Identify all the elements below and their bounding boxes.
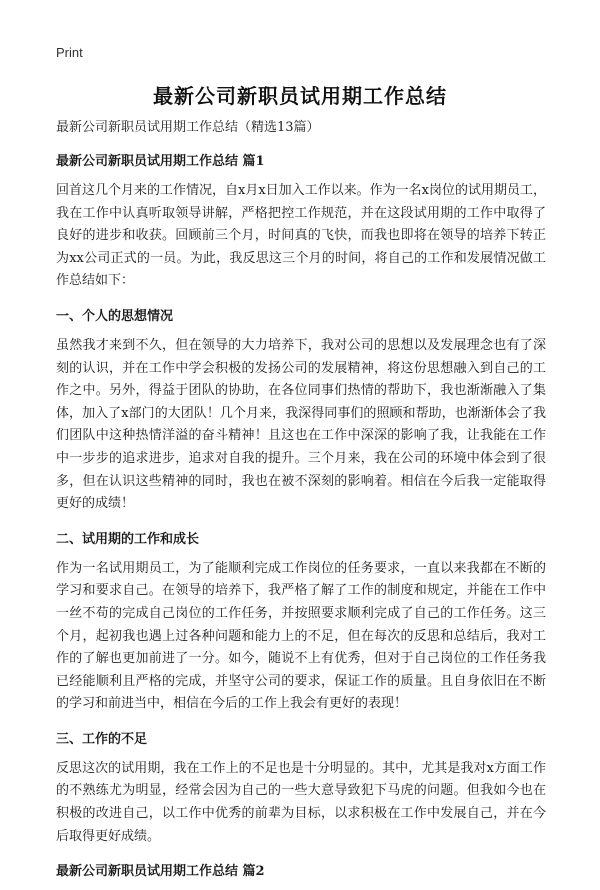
thoughts-paragraph: 虽然我才来到不久，但在领导的大力培养下，我对公司的思想以及发展理念也有了深刻的认识，并在工作中学会积极的发扬公司的发展精神，将这份思想融入到自己的工作之中。另外，得益于团队的协助，在各位同事们热情的帮助下，我也渐渐融入了集体，加入了x部门的大团队！几个月来，我深得同事们的照顾和帮助，也渐渐体会了我们团队中这种热情洋溢的奋斗精神！且这也在工作中深深的影响了我，让我能在工作中一步步的追求进步，追求对自我的提升。三个月来，我在公司的环境中体会到了很多，但在认识这些精神的同时，我也在被不深刻的影响着。相信在今后我一定能取得更好的成绩！: [56, 337, 546, 512]
intro-paragraph: 回首这几个月来的工作情况，自x月x日加入工作以来。作为一名x岗位的试用期员工，我在工作中认真听取领导讲解，严格把控工作规范，并在这段试用期的工作中取得了良好的进步和收获。回顾前三个月，时间真的飞快，而我也即将在领导的培养下转正为xx公司正式的一员。为此，我反思这三个月的时间，将自己的工作和发展情况做工作总结如下：: [56, 183, 546, 289]
section-heading-thoughts: 一、个人的思想情况: [56, 308, 174, 324]
document-subtitle: 最新公司新职员试用期工作总结（精选13篇）: [56, 120, 320, 135]
article-heading-2: 最新公司新职员试用期工作总结 篇2: [56, 864, 265, 880]
work-growth-paragraph: 作为一名试用期员工，为了能顺利完成工作岗位的任务要求，一直以来我都在不断的学习和要求自己。在领导的培养下，我严格了解了工作的制度和规定，并能在工作中一丝不苟的完成自己岗位的工作任务，并按照要求顺利完成了自己的工作任务。这三个月，起初我也遇上过各种问题和能力上的不足，但在每次的反思和总结后，我对工作的了解也更加前进了一分。如今，随说不上有优秀，但对于自己岗位的工作任务我已经能顺利且严格的完成，并坚守公司的要求，保证工作的质量。且自身依旧在不断的学习和前进当中，相信在今后的工作上我会有更好的表现！: [56, 560, 546, 712]
document-title: 最新公司新职员试用期工作总结: [153, 84, 447, 108]
document-body: [56, 118, 546, 890]
section-heading-work-growth: 二、试用期的工作和成长: [56, 531, 200, 547]
section-heading-shortcomings: 三、工作的不足: [56, 731, 148, 747]
print-link[interactable]: Print: [56, 45, 83, 60]
shortcomings-paragraph: 反思这次的试用期，我在工作上的不足也是十分明显的。其中，尤其是我对x方面工作的不熟练尤为明显，经常会因为自己的一些大意导致犯下马虎的问题。但我如今也在积极的改进自己，以工作中优秀的前辈为目标，以求积极在工作中发展自己，并在今后取得更好成绩。: [56, 760, 546, 844]
article-heading-1: 最新公司新职员试用期工作总结 篇1: [56, 154, 265, 169]
